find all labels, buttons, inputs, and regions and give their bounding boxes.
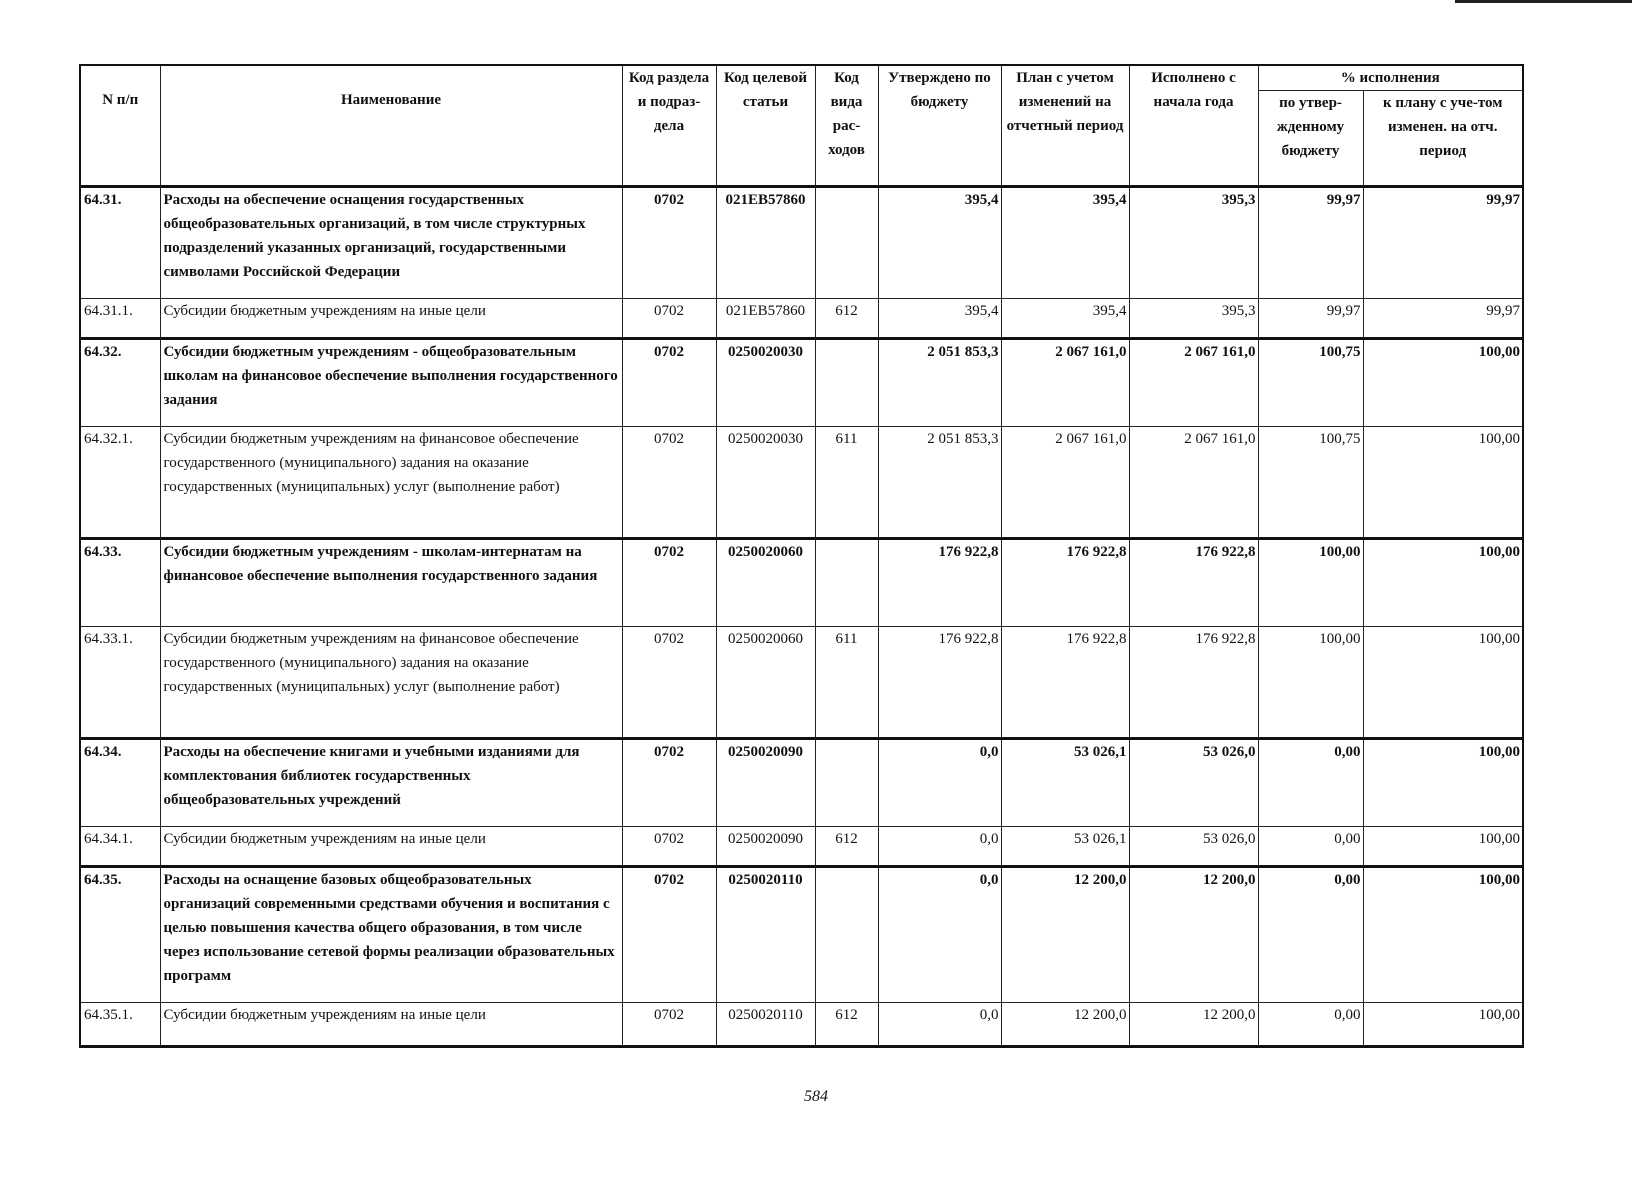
table-header: [80, 65, 1523, 187]
row-executed: 53 026,0: [1129, 827, 1258, 867]
row-expense-code: [815, 739, 878, 827]
row-section-code: 0702: [622, 739, 716, 827]
row-number: 64.33.: [80, 539, 160, 627]
row-pct-approved: 100,75: [1258, 339, 1363, 427]
header-pct-plan: к плану с уче-том изменен. на отч. период: [1363, 91, 1523, 187]
table-row: [80, 867, 1523, 1003]
row-executed: 2 067 161,0: [1129, 427, 1258, 539]
header-pct-approved: по утвер-жденному бюджету: [1258, 91, 1363, 187]
row-executed: 2 067 161,0: [1129, 339, 1258, 427]
row-name: Субсидии бюджетным учреждениям - школам-интернатам на финансовое обеспечение выполнения государственного задания: [160, 539, 622, 627]
row-plan: 176 922,8: [1001, 539, 1129, 627]
row-target-code: 0250020110: [716, 1003, 815, 1047]
row-expense-code: 612: [815, 1003, 878, 1047]
table-row: [80, 427, 1523, 539]
row-plan: 395,4: [1001, 187, 1129, 299]
header-plan: План с учетом изменений на отчетный период: [1001, 65, 1129, 187]
table-row: [80, 539, 1523, 627]
row-executed: 176 922,8: [1129, 627, 1258, 739]
row-executed: 395,3: [1129, 299, 1258, 339]
row-approved: 395,4: [878, 187, 1001, 299]
row-expense-code: [815, 339, 878, 427]
header-section-code: Код раздела и подраз-дела: [622, 65, 716, 187]
row-expense-code: [815, 867, 878, 1003]
row-pct-plan: 100,00: [1363, 1003, 1523, 1047]
row-pct-plan: 100,00: [1363, 427, 1523, 539]
header-approved: Утверждено по бюджету: [878, 65, 1001, 187]
row-approved: 0,0: [878, 739, 1001, 827]
row-section-code: 0702: [622, 339, 716, 427]
table-row: [80, 187, 1523, 299]
table-body: [80, 187, 1523, 1047]
row-number: 64.31.: [80, 187, 160, 299]
row-expense-code: 611: [815, 627, 878, 739]
row-target-code: 0250020060: [716, 539, 815, 627]
row-section-code: 0702: [622, 627, 716, 739]
row-expense-code: 612: [815, 827, 878, 867]
row-section-code: 0702: [622, 187, 716, 299]
row-number: 64.33.1.: [80, 627, 160, 739]
row-pct-plan: 100,00: [1363, 539, 1523, 627]
header-expense-code: Код вида рас-ходов: [815, 65, 878, 187]
row-pct-plan: 100,00: [1363, 827, 1523, 867]
row-approved: 176 922,8: [878, 627, 1001, 739]
row-name: Субсидии бюджетным учреждениям на финансовое обеспечение государственного (муниципального) задания на оказание государственных (муниципальных) услуг (выполнение работ): [160, 427, 622, 539]
row-pct-approved: 0,00: [1258, 867, 1363, 1003]
header-name: Наименование: [160, 65, 622, 187]
row-plan: 53 026,1: [1001, 739, 1129, 827]
row-name: Субсидии бюджетным учреждениям на финансовое обеспечение государственного (муниципального) задания на оказание государственных (муниципальных) услуг (выполнение работ): [160, 627, 622, 739]
row-executed: 395,3: [1129, 187, 1258, 299]
table-row: [80, 339, 1523, 427]
row-executed: 12 200,0: [1129, 1003, 1258, 1047]
row-number: 64.34.: [80, 739, 160, 827]
row-expense-code: 611: [815, 427, 878, 539]
table-row: [80, 1003, 1523, 1047]
row-number: 64.32.1.: [80, 427, 160, 539]
table-row: [80, 299, 1523, 339]
row-section-code: 0702: [622, 827, 716, 867]
row-pct-plan: 99,97: [1363, 299, 1523, 339]
row-approved: 395,4: [878, 299, 1001, 339]
budget-table: [79, 64, 1524, 1048]
row-plan: 12 200,0: [1001, 867, 1129, 1003]
row-pct-approved: 0,00: [1258, 827, 1363, 867]
row-target-code: 021EB57860: [716, 299, 815, 339]
table-row: [80, 627, 1523, 739]
row-approved: 2 051 853,3: [878, 427, 1001, 539]
row-pct-approved: 100,75: [1258, 427, 1363, 539]
header-pct-group: % исполнения: [1258, 65, 1523, 91]
row-target-code: 0250020090: [716, 827, 815, 867]
page-number: 584: [804, 1088, 828, 1105]
row-plan: 176 922,8: [1001, 627, 1129, 739]
row-approved: 0,0: [878, 1003, 1001, 1047]
row-name: Расходы на обеспечение книгами и учебными изданиями для комплектования библиотек государственных общеобразовательных учреждений: [160, 739, 622, 827]
row-section-code: 0702: [622, 539, 716, 627]
row-number: 64.35.1.: [80, 1003, 160, 1047]
header-num: N п/п: [80, 65, 160, 187]
row-plan: 53 026,1: [1001, 827, 1129, 867]
page-edge-mark: [1455, 0, 1632, 3]
row-section-code: 0702: [622, 427, 716, 539]
row-section-code: 0702: [622, 867, 716, 1003]
row-target-code: 0250020060: [716, 627, 815, 739]
row-expense-code: [815, 539, 878, 627]
row-plan: 12 200,0: [1001, 1003, 1129, 1047]
row-target-code: 021EB57860: [716, 187, 815, 299]
row-name: Расходы на оснащение базовых общеобразовательных организаций современными средствами обучения и воспитания с целью повышения качества общего образования, в том числе через использование сетевой формы реализации образовательных программ: [160, 867, 622, 1003]
row-approved: 176 922,8: [878, 539, 1001, 627]
row-pct-approved: 0,00: [1258, 1003, 1363, 1047]
row-plan: 2 067 161,0: [1001, 339, 1129, 427]
row-pct-approved: 99,97: [1258, 187, 1363, 299]
row-number: 64.31.1.: [80, 299, 160, 339]
row-name: Расходы на обеспечение оснащения государственных общеобразовательных организаций, в том числе структурных подразделений указанных организаций, государственными символами Российской Федерации: [160, 187, 622, 299]
row-approved: 0,0: [878, 827, 1001, 867]
row-pct-plan: 100,00: [1363, 739, 1523, 827]
row-pct-approved: 0,00: [1258, 739, 1363, 827]
row-name: Субсидии бюджетным учреждениям на иные цели: [160, 1003, 622, 1047]
table-row: [80, 827, 1523, 867]
row-number: 64.35.: [80, 867, 160, 1003]
row-name: Субсидии бюджетным учреждениям - общеобразовательным школам на финансовое обеспечение выполнения государственного задания: [160, 339, 622, 427]
row-name: Субсидии бюджетным учреждениям на иные цели: [160, 299, 622, 339]
header-executed: Исполнено с начала года: [1129, 65, 1258, 187]
row-pct-approved: 99,97: [1258, 299, 1363, 339]
row-approved: 2 051 853,3: [878, 339, 1001, 427]
row-pct-plan: 99,97: [1363, 187, 1523, 299]
row-target-code: 0250020090: [716, 739, 815, 827]
header-target-code: Код целевой статьи: [716, 65, 815, 187]
table-row: [80, 739, 1523, 827]
row-executed: 176 922,8: [1129, 539, 1258, 627]
row-target-code: 0250020030: [716, 339, 815, 427]
row-pct-approved: 100,00: [1258, 627, 1363, 739]
row-target-code: 0250020030: [716, 427, 815, 539]
row-pct-plan: 100,00: [1363, 339, 1523, 427]
row-expense-code: 612: [815, 299, 878, 339]
row-executed: 53 026,0: [1129, 739, 1258, 827]
row-plan: 395,4: [1001, 299, 1129, 339]
row-pct-approved: 100,00: [1258, 539, 1363, 627]
row-section-code: 0702: [622, 299, 716, 339]
row-plan: 2 067 161,0: [1001, 427, 1129, 539]
row-name: Субсидии бюджетным учреждениям на иные цели: [160, 827, 622, 867]
row-number: 64.32.: [80, 339, 160, 427]
row-executed: 12 200,0: [1129, 867, 1258, 1003]
row-target-code: 0250020110: [716, 867, 815, 1003]
row-expense-code: [815, 187, 878, 299]
row-approved: 0,0: [878, 867, 1001, 1003]
row-section-code: 0702: [622, 1003, 716, 1047]
row-pct-plan: 100,00: [1363, 867, 1523, 1003]
row-number: 64.34.1.: [80, 827, 160, 867]
row-pct-plan: 100,00: [1363, 627, 1523, 739]
